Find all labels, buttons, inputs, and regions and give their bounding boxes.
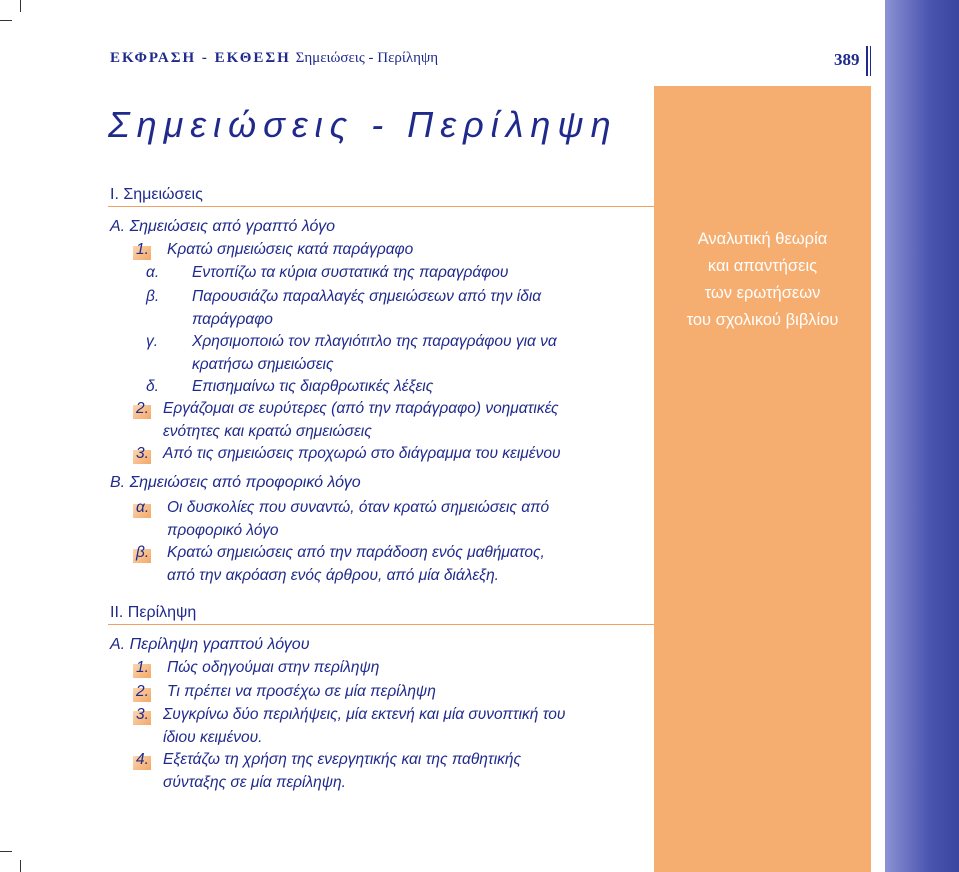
item-letter: α.	[136, 499, 150, 516]
list-item: Οι δυσκολίες που συναντώ, όταν κρατώ σημειώσεις από	[167, 499, 550, 516]
item-number: 3.	[136, 445, 149, 462]
page-edge-strip	[885, 0, 959, 872]
list-item: Εντοπίζω τα κύρια συστατικά της παραγράφου	[192, 264, 509, 281]
list-item: Χρησιμοποιώ τον πλαγιότιτλο της παραγράφου για να	[192, 333, 557, 350]
item-letter: δ.	[146, 378, 159, 395]
list-item: από την ακρόαση ενός άρθρου, από μία διάλεξη.	[167, 567, 499, 584]
side-panel	[654, 86, 871, 872]
header-category: ΕΚΦΡΑΣΗ - ΕΚΘΕΣΗ	[110, 50, 291, 66]
list-item: Παρουσιάζω παραλλαγές σημειώσεων από την ίδια	[192, 288, 542, 305]
list-item: Κρατώ σημειώσεις από την παράδοση ενός μαθήματος,	[167, 544, 545, 561]
list-item: Από τις σημειώσεις προχωρώ στο διάγραμμα του κειμένου	[163, 445, 561, 462]
item-number: 3.	[136, 706, 149, 723]
list-item: προφορικό λόγο	[167, 522, 279, 539]
crop-mark	[0, 20, 12, 21]
list-item: σύνταξης σε μία περίληψη.	[163, 774, 346, 791]
subsection-title: Α. Σημειώσεις από γραπτό λόγο	[110, 218, 335, 235]
page-number: 389	[834, 50, 860, 69]
item-number: 2.	[136, 683, 149, 700]
side-panel-line: του σχολικού βιβλίου	[686, 311, 839, 329]
side-panel-line: των ερωτήσεων	[704, 284, 821, 302]
side-panel-line: Αναλυτική θεωρία	[697, 230, 828, 248]
list-item: Επισημαίνω τις διαρθρωτικές λέξεις	[192, 378, 434, 395]
item-number: 1.	[136, 659, 149, 676]
item-number: 1.	[136, 241, 149, 258]
page-title: Σημειώσεις - Περίληψη	[108, 104, 618, 145]
crop-mark	[0, 851, 12, 852]
list-item: Πώς οδηγούμαι στην περίληψη	[167, 659, 380, 676]
section-rule	[108, 624, 654, 625]
list-item: κρατήσω σημειώσεις	[192, 356, 334, 373]
item-letter: β.	[146, 288, 160, 305]
list-item: Εργάζομαι σε ευρύτερες (από την παράγραφο) νοηματικές	[163, 400, 559, 417]
section-title: ΙΙ. Περίληψη	[110, 604, 197, 621]
section-rule	[108, 206, 654, 207]
list-item: Συγκρίνω δύο περιλήψεις, μία εκτενή και μία συνοπτική του	[163, 706, 566, 723]
crop-mark	[20, 860, 21, 872]
subsection-title: Β. Σημειώσεις από προφορικό λόγο	[110, 474, 361, 491]
item-letter: α.	[146, 264, 160, 281]
list-item: παράγραφο	[192, 311, 273, 328]
side-panel-line: και απαντήσεις	[707, 257, 818, 275]
item-number: 4.	[136, 751, 149, 768]
page-number-rule	[866, 46, 868, 76]
page-number-rule	[870, 46, 871, 76]
section-title: Ι. Σημειώσεις	[110, 186, 203, 203]
list-item: ίδιου κειμένου.	[163, 729, 263, 746]
list-item: Τι πρέπει να προσέχω σε μία περίληψη	[167, 683, 436, 700]
item-letter: β.	[136, 544, 150, 561]
subsection-title: Α. Περίληψη γραπτού λόγου	[110, 636, 310, 653]
list-item: Εξετάζω τη χρήση της ενεργητικής και της παθητικής	[163, 751, 522, 768]
list-item: Κρατώ σημειώσεις κατά παράγραφο	[167, 241, 414, 258]
item-letter: γ.	[146, 333, 159, 350]
crop-mark	[20, 0, 21, 12]
running-header	[110, 50, 438, 67]
side-panel-text	[654, 226, 871, 334]
list-item: ενότητες και κρατώ σημειώσεις	[163, 423, 372, 440]
header-section: Σημειώσεις - Περίληψη	[295, 50, 439, 66]
item-number: 2.	[136, 400, 149, 417]
